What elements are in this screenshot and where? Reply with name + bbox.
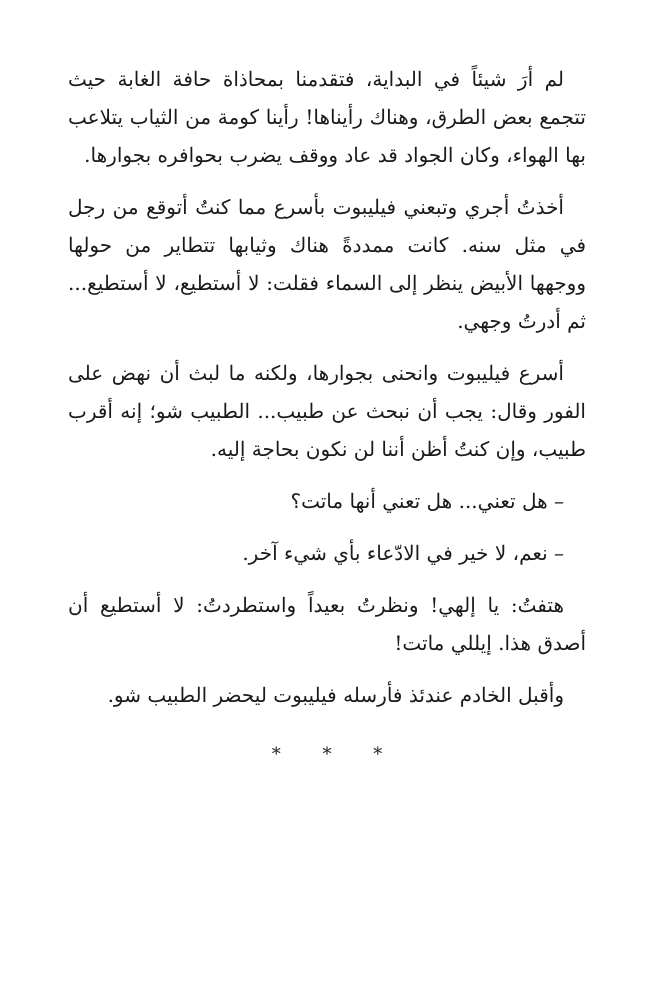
dialogue-line-2: – نعم، لا خير في الادّعاء بأي شيء آخر. xyxy=(242,541,564,565)
paragraph-4: هتفتُ: يا إلهي! ونظرتُ بعيداً واستطردتُ: لا أستطيع أن أصدق هذا. إيللي ماتت! xyxy=(68,593,586,655)
paragraph-1: لم أرَ شيئاً في البداية، فتقدمنا بمحاذاة حافة الغابة حيث تتجمع بعض الطرق، وهناك رأيناها! رأينا كومة من الثياب يتلاعب بها الهواء، وكان الجواد قد عاد ووقف يضرب بحوافره بجوارها. xyxy=(68,67,586,167)
paragraph-3: أسرع فيليبوت وانحنى بجوارها، ولكنه ما لبث أن نهض على الفور وقال: يجب أن نبحث عن طبيب... الطبيب شو؛ إنه أقرب طبيب، وإن كنتُ أظن أننا لن نكون بحاجة إليه. xyxy=(68,361,586,461)
section-separator: * * * xyxy=(271,744,401,765)
page-body xyxy=(68,60,586,774)
dialogue-line-1: – هل تعني... هل تعني أنها ماتت؟ xyxy=(290,489,564,513)
paragraph-5: وأقبل الخادم عندئذ فأرسله فيليبوت ليحضر الطبيب شو. xyxy=(107,683,564,707)
paragraph-2: أخذتُ أجري وتبعني فيليبوت بأسرع مما كنتُ أتوقع من رجل في مثل سنه. كانت ممددةً هناك وثيابها تتطاير من حولها ووجهها الأبيض ينظر إلى السماء فقلت: لا أستطيع، لا أستطيع... ثم أدرتُ وجهي. xyxy=(68,195,586,333)
